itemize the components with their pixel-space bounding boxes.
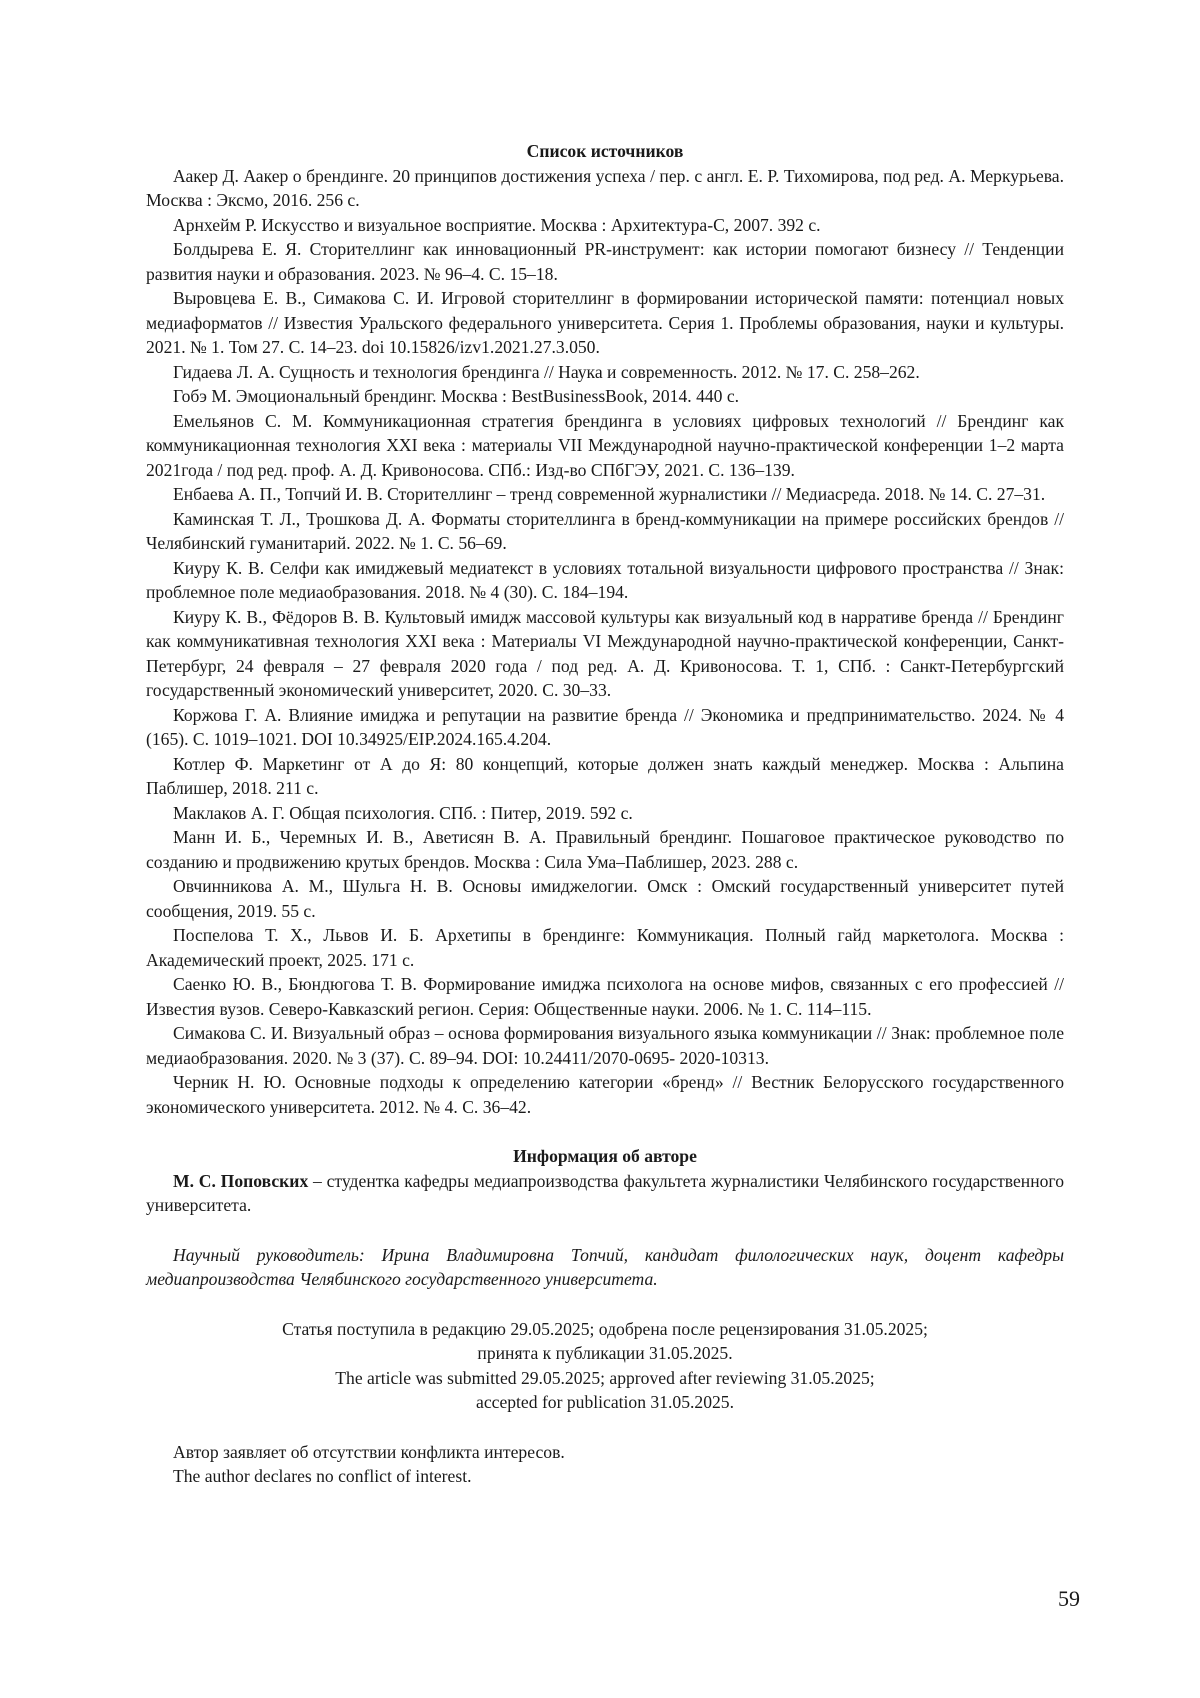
reference-item: Котлер Ф. Маркетинг от А до Я: 80 концепций, которые должен знать каждый менеджер. Москва : Альпина Паблишер, 2018. 211 с.: [146, 753, 1064, 798]
conflict-of-interest: [146, 1440, 1064, 1489]
supervisor-info: Научный руководитель: Ирина Владимировна Топчий, кандидат филологических наук, доцент кафедры медиапроизводства Челябинского государственного университета.: [146, 1244, 1064, 1289]
page-content: [146, 139, 1064, 1489]
reference-item: Овчинникова А. М., Шульга Н. В. Основы имиджелогии. Омск : Омский государственный университет путей сообщения, 2019. 55 с.: [146, 876, 1064, 921]
reference-item: Поспелова Т. Х., Львов И. Б. Архетипы в брендинге: Коммуникация. Полный гайд маркетолога. Москва : Академический проект, 2025. 171 с.: [146, 925, 1064, 970]
reference-item: Саенко Ю. В., Бюндюгова Т. В. Формирование имиджа психолога на основе мифов, связанных с его профессией // Известия вузов. Северо-Кавказский регион. Серия: Общественные науки. 2006. № 1. С. 114–115.: [146, 974, 1064, 1019]
article-dates: [146, 1317, 1064, 1415]
reference-item: Манн И. Б., Черемных И. В., Аветисян В. А. Правильный брендинг. Пошаговое практическое руководство по созданию и продвижению крутых брендов. Москва : Сила Ума–Паблишер, 2023. 288 с.: [146, 827, 1064, 872]
reference-item: Аакер Д. Аакер о брендинге. 20 принципов достижения успеха / пер. с англ. Е. Р. Тихомирова, под ред. А. Меркурьева. Москва : Эксмо, 2016. 256 с.: [146, 165, 1064, 210]
author-description: – студентка кафедры медиапроизводства факультета журналистики Челябинского государственного университета.: [146, 1170, 1064, 1215]
reference-item: Киуру К. В. Селфи как имиджевый медиатекст в условиях тотальной визуальности цифрового пространства // Знак: проблемное поле медиаобразования. 2018. № 4 (30). С. 184–194.: [146, 557, 1064, 602]
author-info-heading: Информация об авторе: [513, 1146, 697, 1166]
author-info-paragraph: [146, 1169, 1064, 1218]
dates-ru-line-1: Статья поступила в редакцию 29.05.2025; одобрена после рецензирования 31.05.2025;: [282, 1318, 928, 1339]
reference-item: Черник Н. Ю. Основные подходы к определению категории «бренд» // Вестник Белорусского государственного экономического университета. 2012. № 4. С. 36–42.: [146, 1072, 1064, 1117]
conflict-en: The author declares no conflict of interest.: [173, 1466, 472, 1486]
references-heading: Список источников: [526, 141, 684, 161]
reference-item: Симакова С. И. Визуальный образ – основа формирования визуального языка коммуникации // Знак: проблемное поле медиаобразования. 2020. № 3 (37). С. 89–94. DOI: 10.24411/2070-0695- 2020-10313.: [146, 1023, 1064, 1068]
reference-item: Емельянов С. М. Коммуникационная стратегия брендинга в условиях цифровых технологий // Брендинг как коммуникационная технология XXI века : материалы VII Международной научно-практической конференции 1–2 марта 2021года / под ред. проф. А. Д. Кривоносова. СПб.: Изд-во СПбГЭУ, 2021. С. 136–139.: [146, 410, 1064, 480]
reference-item: Гидаева Л. А. Сущность и технология брендинга // Наука и современность. 2012. № 17. С. 258–262.: [173, 361, 920, 382]
reference-item: Киуру К. В., Фёдоров В. В. Культовый имидж массовой культуры как визуальный код в нарративе бренда // Брендинг как коммуникативная технология XXI века : Материалы VI Международной научно-практической конференции, Санкт-Петербург, 24 февраля – 27 февраля 2020 года / под ред. А. Д. Кривоносова. Т. 1, СПб. : Санкт-Петербургский государственный экономический университет, 2020. С. 30–33.: [146, 606, 1064, 700]
author-name: М. С. Поповских: [173, 1170, 309, 1191]
conflict-ru: Автор заявляет об отсутствии конфликта интересов.: [173, 1441, 565, 1462]
dates-ru-line-2: принята к публикации 31.05.2025.: [477, 1343, 733, 1363]
reference-item: Болдырева Е. Я. Сторителлинг как инновационный PR-инструмент: как истории помогают бизнесу // Тенденции развития науки и образования. 2023. № 96–4. С. 15–18.: [146, 239, 1064, 284]
reference-item: Каминская Т. Л., Трошкова Д. А. Форматы сторителлинга в бренд-коммуникации на примере российских брендов // Челябинский гуманитарий. 2022. № 1. С. 56–69.: [146, 508, 1064, 553]
reference-item: Енбаева А. П., Топчий И. В. Сторителлинг – тренд современной журналистики // Медиасреда. 2018. № 14. С. 27–31.: [173, 484, 1046, 504]
reference-item: Арнхейм Р. Искусство и визуальное восприятие. Москва : Архитектура-С, 2007. 392 с.: [173, 214, 821, 235]
reference-item: Коржова Г. А. Влияние имиджа и репутации на развитие бренда // Экономика и предпринимательство. 2024. № 4 (165). С. 1019–1021. DOI 10.34925/EIP.2024.165.4.204.: [146, 704, 1064, 749]
reference-item: Гобэ М. Эмоциональный брендинг. Москва : BestBusinessBook, 2014. 440 с.: [173, 386, 740, 406]
dates-en-line-2: accepted for publication 31.05.2025.: [476, 1392, 734, 1412]
reference-item: Выровцева Е. В., Симакова С. И. Игровой сторителлинг в формировании исторической памяти: потенциал новых медиаформатов // Известия Уральского федерального университета. Серия 1. Проблемы образования, науки и культуры. 2021. № 1. Том 27. С. 14–23. doi 10.15826/izv1.2021.27.3.050.: [146, 288, 1064, 357]
dates-en-line-1: The article was submitted 29.05.2025; approved after reviewing 31.05.2025;: [335, 1367, 875, 1388]
reference-item: Маклаков А. Г. Общая психология. СПб. : Питер, 2019. 592 с.: [173, 802, 633, 823]
references-list: [146, 164, 1064, 1120]
page-number: 59: [1058, 1586, 1080, 1611]
